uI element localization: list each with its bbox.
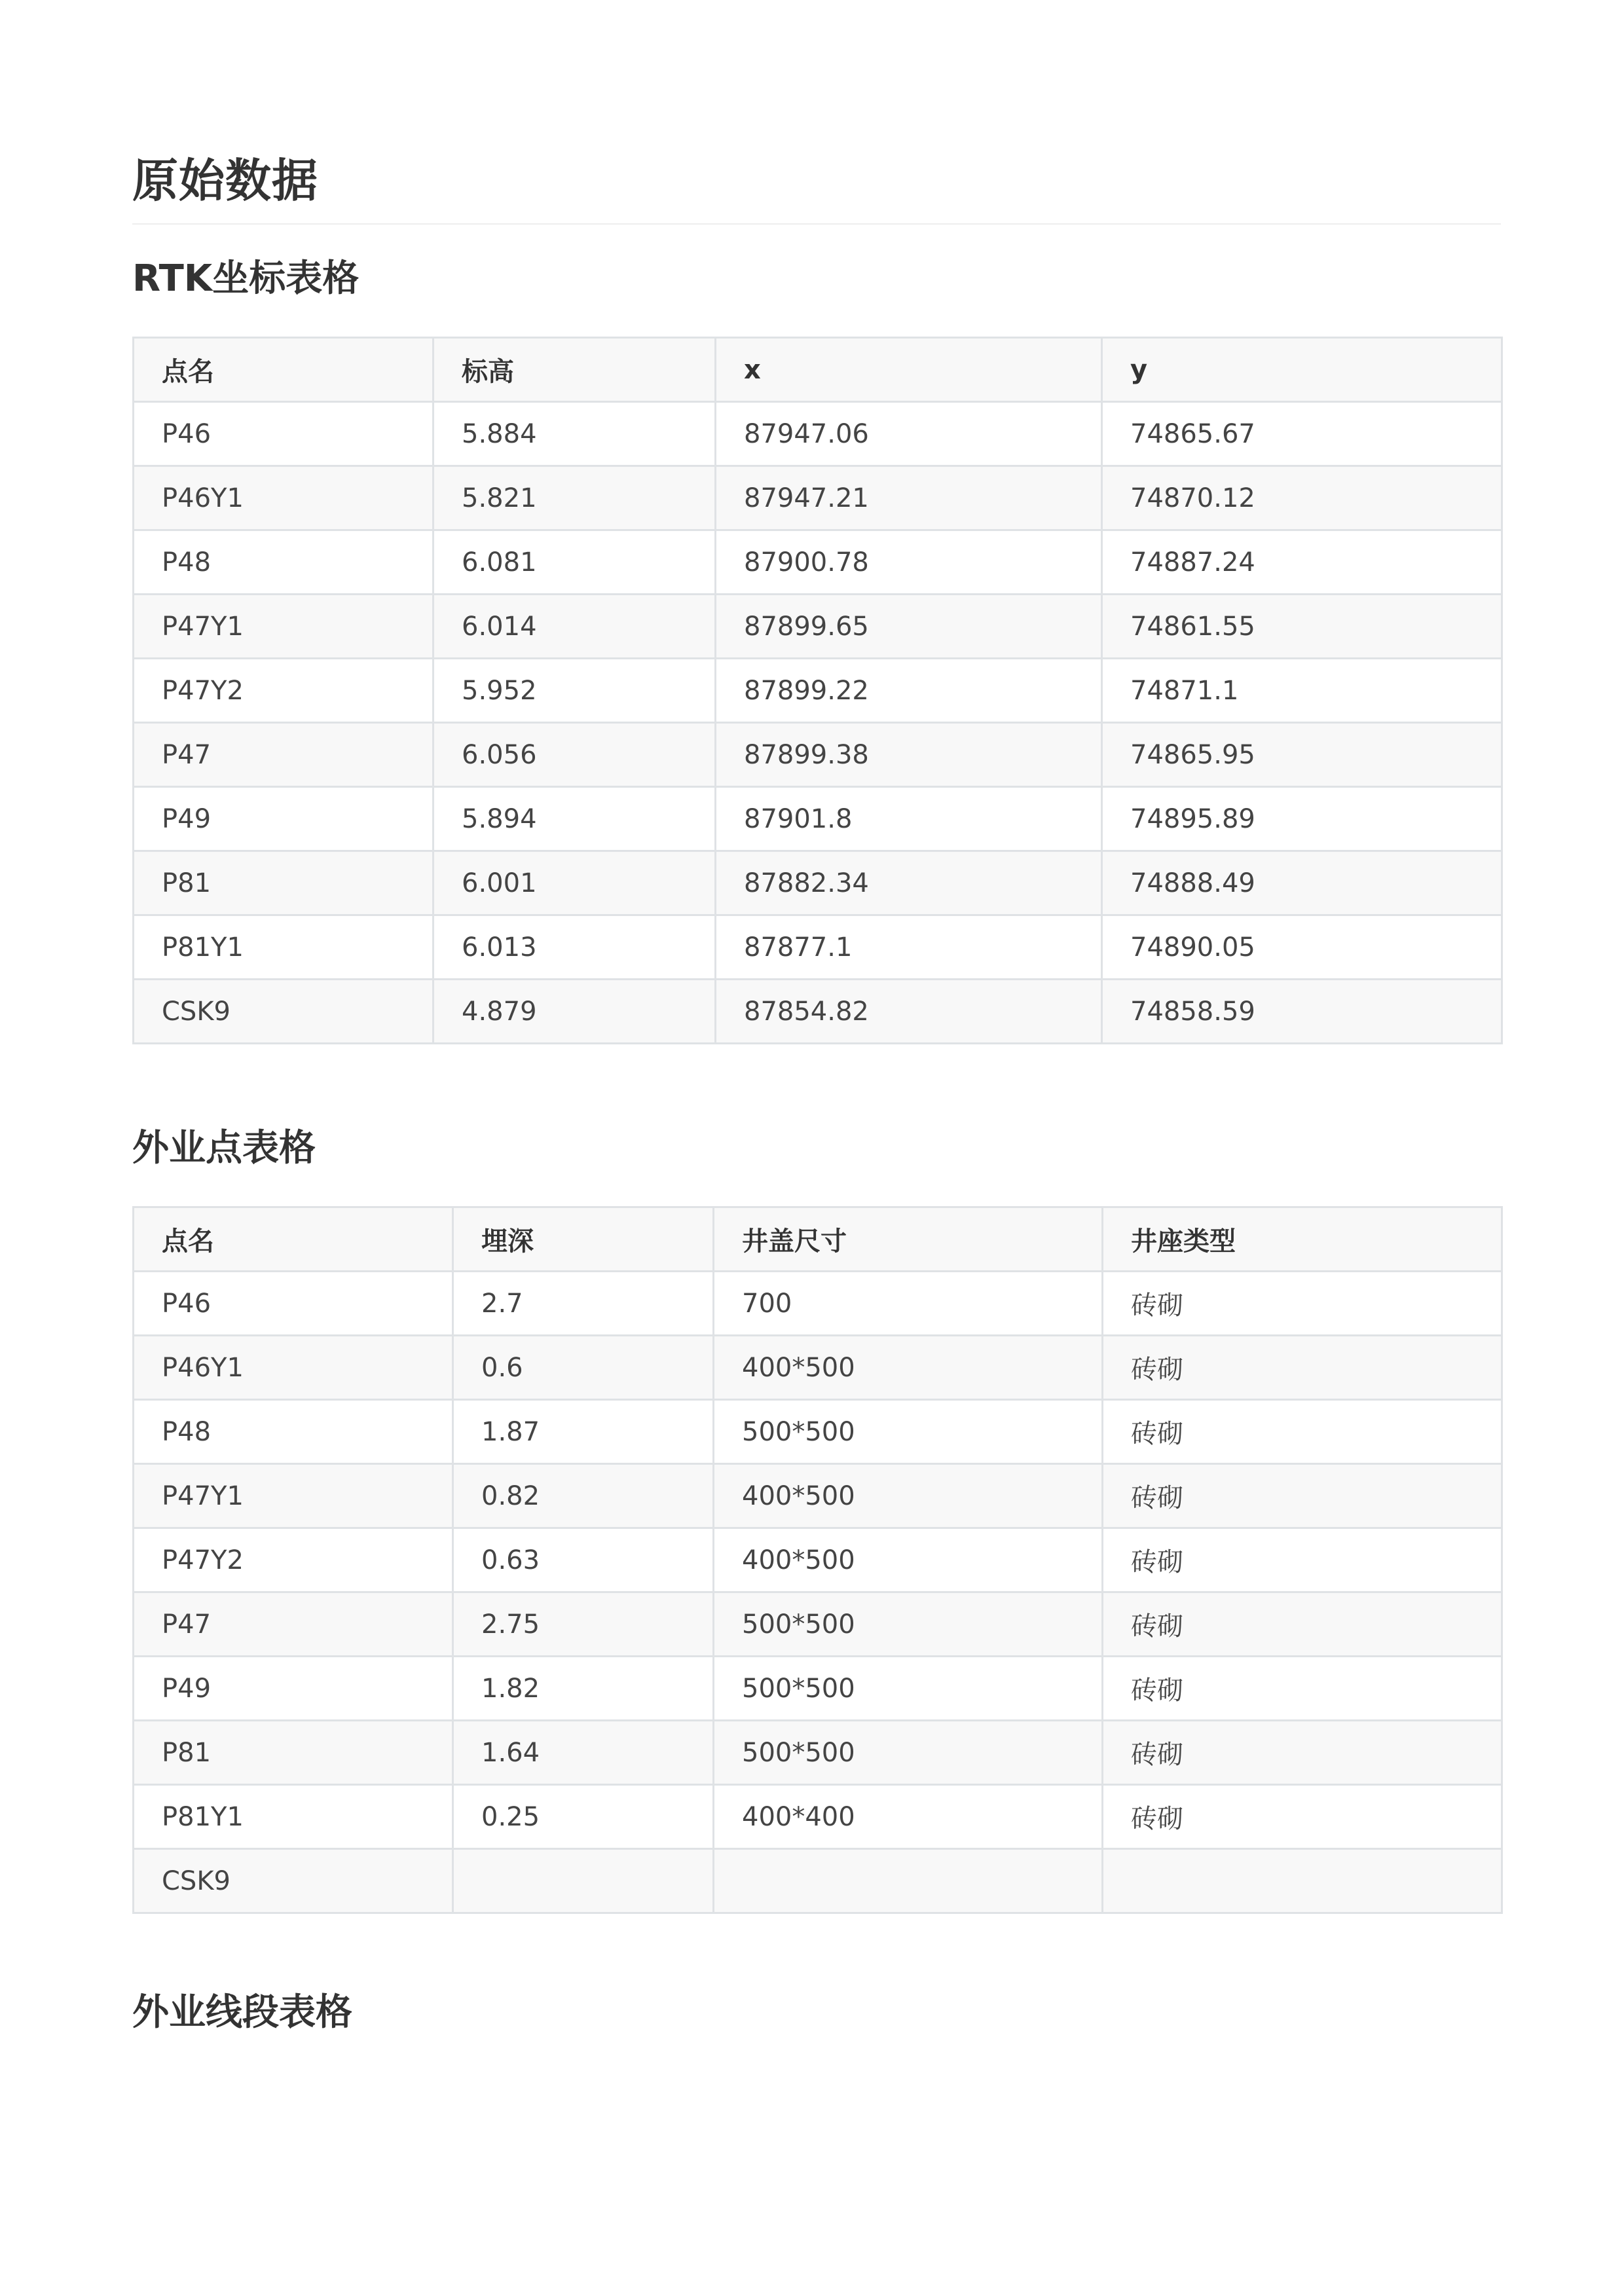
field-points-table-row-cell: P47Y1 [134,1464,453,1528]
rtk-table-row-cell: 87900.78 [716,530,1102,595]
field-points-table-row-cell: 砖砌 [1103,1336,1502,1400]
field-points-table-row-cell: 500*500 [714,1657,1103,1721]
rtk-table-row [134,723,1502,787]
rtk-table-row-cell: 74871.1 [1102,659,1502,723]
rtk-table-row [134,466,1502,530]
field-points-table-row-cell: P46Y1 [134,1336,453,1400]
rtk-table-row [134,787,1502,851]
field-points-table-row-cell: P47Y2 [134,1528,453,1592]
title-divider [132,223,1501,225]
field-points-table-row-cell: 1.64 [453,1721,714,1785]
rtk-table-row-cell: 74865.67 [1102,402,1502,466]
rtk-table-row-cell: 74861.55 [1102,595,1502,659]
field-points-header-row [134,1207,1502,1272]
field-points-col-header: 井座类型 [1103,1207,1502,1272]
rtk-table [132,337,1503,1044]
field-points-table-row [134,1528,1502,1592]
rtk-table-row-cell: 87854.82 [716,980,1102,1044]
rtk-col-header: y [1102,338,1502,402]
field-points-table-row-cell: 400*500 [714,1528,1103,1592]
rtk-table-row-cell: 6.001 [434,851,716,915]
field-points-table-row-cell: 700 [714,1272,1103,1336]
field-points-table-row [134,1849,1502,1913]
rtk-table-row-cell: 87899.22 [716,659,1102,723]
rtk-table-row [134,851,1502,915]
field-points-table-row-cell: 2.75 [453,1592,714,1657]
field-points-table-row [134,1272,1502,1336]
field-points-table-row-cell [1103,1849,1502,1913]
field-points-table-row-cell: 1.87 [453,1400,714,1464]
field-points-table-row-cell: P81Y1 [134,1785,453,1849]
field-points-table-row-cell: 400*400 [714,1785,1103,1849]
rtk-table-row [134,915,1502,980]
rtk-table-row [134,402,1502,466]
field-points-table-row-cell: 400*500 [714,1464,1103,1528]
rtk-table-row-cell: P48 [134,530,434,595]
rtk-table-row-cell: 4.879 [434,980,716,1044]
rtk-table-row-cell: 5.884 [434,402,716,466]
rtk-table-row-cell: 87901.8 [716,787,1102,851]
page-title: 原始数据 [132,154,318,208]
rtk-table-row-cell: P47 [134,723,434,787]
field-points-table-row-cell: 400*500 [714,1336,1103,1400]
field-points-table-row-cell: 0.63 [453,1528,714,1592]
rtk-table-row [134,980,1502,1044]
field-points-table-row-cell: 砖砌 [1103,1528,1502,1592]
field-points-table-row-cell: CSK9 [134,1849,453,1913]
field-points-table-row-cell: 500*500 [714,1400,1103,1464]
rtk-table-row-cell: 6.013 [434,915,716,980]
rtk-table-row-cell: 74858.59 [1102,980,1502,1044]
rtk-table-heading: RTK坐标表格 [132,257,360,300]
rtk-table-row-cell: P47Y1 [134,595,434,659]
rtk-table-row-cell: P46 [134,402,434,466]
rtk-table-row [134,595,1502,659]
rtk-table-row-cell: 74888.49 [1102,851,1502,915]
rtk-table-row-cell: 74890.05 [1102,915,1502,980]
rtk-table-row-cell: 87899.38 [716,723,1102,787]
field-points-table-row-cell: P47 [134,1592,453,1657]
field-points-col-header: 井盖尺寸 [714,1207,1103,1272]
rtk-table-row-cell: 74895.89 [1102,787,1502,851]
field-points-table-row-cell: P81 [134,1721,453,1785]
rtk-table-body [134,402,1502,1044]
rtk-table-row-cell: 5.821 [434,466,716,530]
field-points-table-row-cell: P49 [134,1657,453,1721]
rtk-table-row-cell: 5.894 [434,787,716,851]
rtk-table-row-cell: P47Y2 [134,659,434,723]
field-points-table-body [134,1272,1502,1913]
rtk-table-row [134,659,1502,723]
field-points-col-header: 埋深 [453,1207,714,1272]
rtk-col-header: x [716,338,1102,402]
rtk-table-row-cell: 87877.1 [716,915,1102,980]
field-points-table-row-cell: 砖砌 [1103,1464,1502,1528]
field-points-table-row [134,1336,1502,1400]
field-points-table-row-cell: 1.82 [453,1657,714,1721]
rtk-table-row-cell: 74870.12 [1102,466,1502,530]
field-points-table-row-cell: 砖砌 [1103,1272,1502,1336]
field-points-table-row [134,1464,1502,1528]
field-points-table-row [134,1721,1502,1785]
field-points-table-row-cell [453,1849,714,1913]
field-points-table-row [134,1785,1502,1849]
field-points-table-row-cell: 砖砌 [1103,1400,1502,1464]
rtk-col-header: 点名 [134,338,434,402]
field-points-table-row-cell: 砖砌 [1103,1592,1502,1657]
rtk-table-row-cell: CSK9 [134,980,434,1044]
rtk-table-row-cell: 6.056 [434,723,716,787]
field-points-table-row-cell [714,1849,1103,1913]
rtk-table-row-cell: P49 [134,787,434,851]
field-points-col-header: 点名 [134,1207,453,1272]
field-points-table-row [134,1657,1502,1721]
field-points-table-row-cell: P46 [134,1272,453,1336]
field-points-table-row-cell: 砖砌 [1103,1721,1502,1785]
field-points-table-row-cell: 0.82 [453,1464,714,1528]
field-points-table-row-cell: 0.25 [453,1785,714,1849]
field-points-table-row [134,1592,1502,1657]
field-points-table-row-cell: 2.7 [453,1272,714,1336]
field-points-table-row-cell: 砖砌 [1103,1785,1502,1849]
field-points-table-row-cell: 砖砌 [1103,1657,1502,1721]
field-lines-heading: 外业线段表格 [132,1991,352,2034]
rtk-table-row-cell: 6.081 [434,530,716,595]
rtk-table-row-cell: 87947.21 [716,466,1102,530]
rtk-table-row-cell: P46Y1 [134,466,434,530]
field-points-table-row-cell: 500*500 [714,1721,1103,1785]
rtk-table-row-cell: 74887.24 [1102,530,1502,595]
rtk-col-header: 标高 [434,338,716,402]
rtk-table-row-cell: 74865.95 [1102,723,1502,787]
field-points-table-row-cell: P48 [134,1400,453,1464]
field-points-heading: 外业点表格 [132,1127,316,1169]
rtk-table-row-cell: P81Y1 [134,915,434,980]
rtk-table-row-cell: 87947.06 [716,402,1102,466]
rtk-table-row-cell: 5.952 [434,659,716,723]
field-points-table-row [134,1400,1502,1464]
rtk-table-row-cell: 87899.65 [716,595,1102,659]
field-points-table [132,1206,1503,1914]
field-points-table-row-cell: 0.6 [453,1336,714,1400]
rtk-table-row [134,530,1502,595]
rtk-table-row-cell: 87882.34 [716,851,1102,915]
rtk-table-row-cell: 6.014 [434,595,716,659]
rtk-table-row-cell: P81 [134,851,434,915]
field-points-table-row-cell: 500*500 [714,1592,1103,1657]
rtk-table-header-row [134,338,1502,402]
